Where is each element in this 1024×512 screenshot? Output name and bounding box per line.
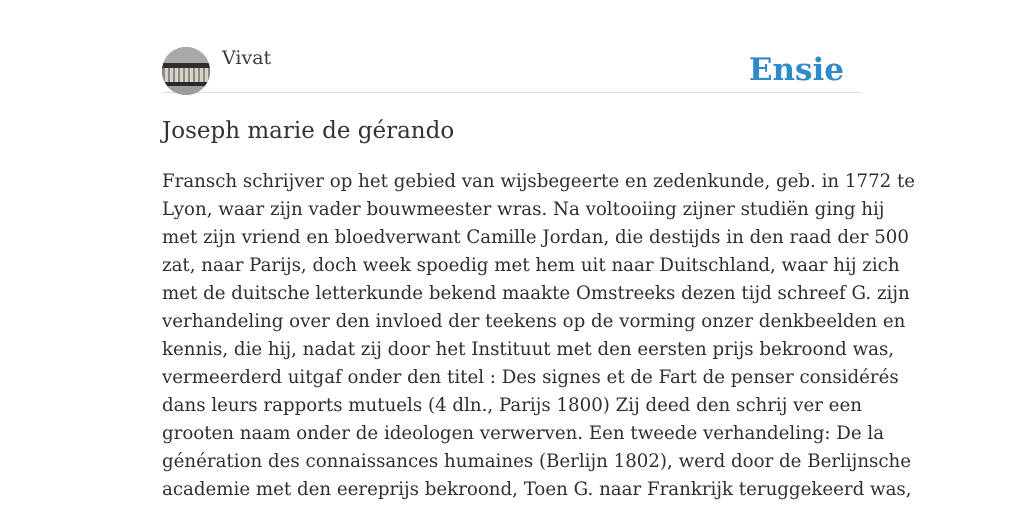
body-line: kennis, die hij, nadat zij door het Instituut met den eersten prijs bekroond was, bbox=[162, 339, 895, 360]
brand-logo[interactable]: Ensie bbox=[748, 52, 844, 88]
body-line: vermeerderd uitgaf onder den titel : Des signes et de Fart de penser considérés bbox=[162, 367, 899, 388]
page-title: Joseph marie de gérando bbox=[162, 118, 455, 144]
body-line: met de duitsche letterkunde bekend maakte Omstreeks dezen tijd schreef G. zijn bbox=[162, 283, 910, 304]
body-line: zat, naar Parijs, doch week spoedig met hem uit naar Duitschland, waar hij zich bbox=[162, 255, 900, 276]
body-line: dans leurs rapports mutuels (4 dln., Parijs 1800) Zij deed den schrij ver een bbox=[162, 395, 862, 416]
body-line: met zijn vriend en bloedverwant Camille Jordan, die destijds in den raad der 500 bbox=[162, 227, 909, 248]
body-line: Fransch schrijver op het gebied van wijsbegeerte en zedenkunde, geb. in 1772 te bbox=[162, 171, 916, 192]
body-line: verhandeling over den invloed der teekens op de vorming onzer denkbeelden en bbox=[162, 311, 906, 332]
library-shelves-icon bbox=[162, 47, 210, 95]
avatar[interactable] bbox=[162, 47, 210, 95]
body-line: academie met den eereprijs bekroond, Toen G. naar Frankrijk teruggekeerd was, bbox=[162, 479, 912, 500]
author-name[interactable]: Vivat bbox=[222, 47, 272, 69]
article-body bbox=[162, 168, 916, 504]
page-header bbox=[162, 46, 862, 93]
body-line: génération des connaissances humaines (Berlijn 1802), werd door de Berlijnsche bbox=[162, 451, 912, 472]
body-line: grooten naam onder de ideologen verwerven. Een tweede verhandeling: De la bbox=[162, 423, 885, 444]
body-line: Lyon, waar zijn vader bouwmeester wras. Na voltooiing zijner studiën ging hij bbox=[162, 199, 885, 220]
